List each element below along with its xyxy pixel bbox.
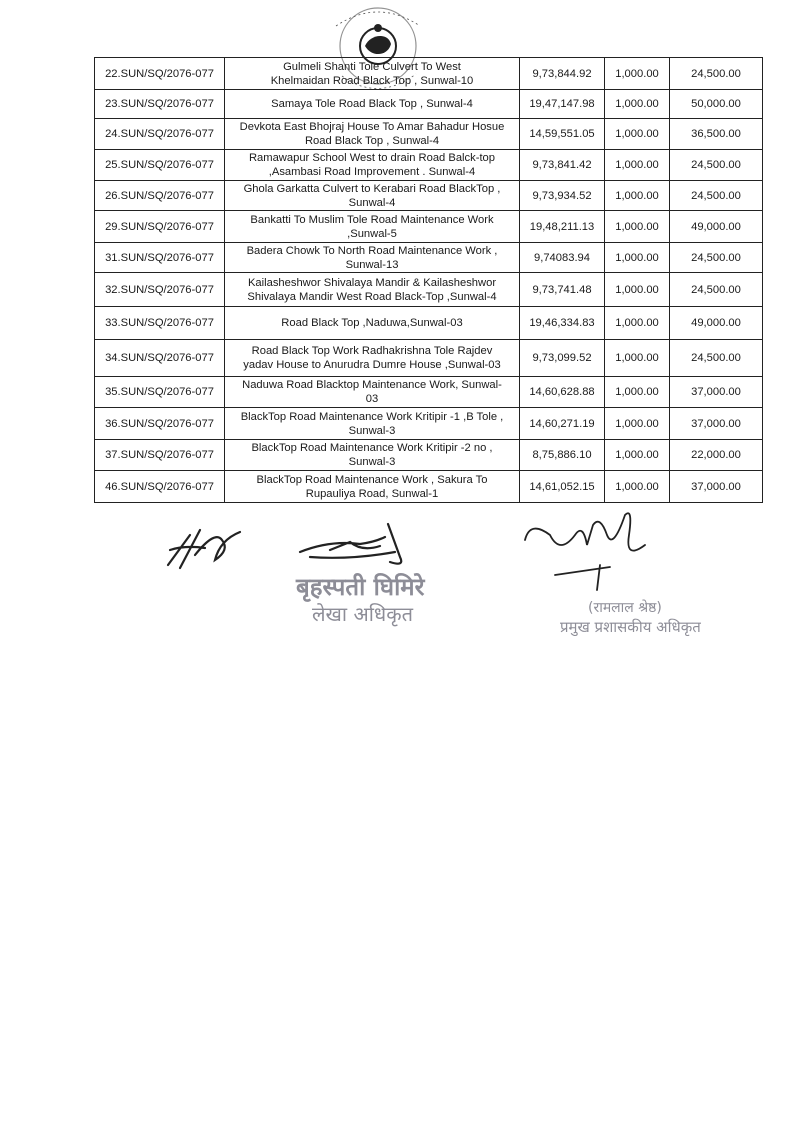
reference-number: 32.SUN/SQ/2076-077: [95, 273, 225, 307]
bid-security: 24,500.00: [670, 150, 763, 181]
estimated-amount: 14,59,551.05: [520, 119, 605, 150]
form-fee: 1,000.00: [605, 150, 670, 181]
bid-security: 36,500.00: [670, 119, 763, 150]
reference-number: 24.SUN/SQ/2076-077: [95, 119, 225, 150]
estimated-amount: 14,60,628.88: [520, 377, 605, 408]
description-line: Bankatti To Muslim Tole Road Maintenance Work: [250, 213, 494, 226]
form-fee: 1,000.00: [605, 273, 670, 307]
work-description: [225, 471, 520, 503]
bid-security: 49,000.00: [670, 307, 763, 340]
form-fee: 1,000.00: [605, 243, 670, 273]
work-description: [225, 150, 520, 181]
table-row: [95, 273, 763, 307]
work-description: [225, 243, 520, 273]
form-fee: 1,000.00: [605, 340, 670, 377]
estimated-amount: 14,60,271.19: [520, 408, 605, 440]
bid-security: 49,000.00: [670, 211, 763, 243]
table-row: [95, 211, 763, 243]
bid-security: 37,000.00: [670, 408, 763, 440]
work-description: [225, 58, 520, 90]
estimated-amount: 19,47,147.98: [520, 90, 605, 119]
description-line: Rupauliya Road, Sunwal-1: [305, 487, 439, 500]
reference-number: 37.SUN/SQ/2076-077: [95, 440, 225, 471]
estimated-amount: 9,73,741.48: [520, 273, 605, 307]
table-row: [95, 243, 763, 273]
works-table: [94, 57, 763, 503]
reference-number: 26.SUN/SQ/2076-077: [95, 181, 225, 211]
description-line: Devkota East Bhojraj House To Amar Bahadur Hosue: [239, 121, 505, 133]
bid-security: 37,000.00: [670, 377, 763, 408]
signature-3: [515, 505, 665, 600]
reference-number: 31.SUN/SQ/2076-077: [95, 243, 225, 273]
bid-security: 22,000.00: [670, 440, 763, 471]
table-row: [95, 181, 763, 211]
description-line: Khelmaidan Road Black Top , Sunwal-10: [270, 74, 474, 87]
bid-security: 24,500.00: [670, 181, 763, 211]
estimated-amount: 19,48,211.13: [520, 211, 605, 243]
estimated-amount: 9,74083.94: [520, 243, 605, 273]
signature-1: [160, 510, 250, 580]
description-line: 03: [365, 393, 379, 405]
bid-security: 24,500.00: [670, 340, 763, 377]
estimated-amount: 14,61,052.15: [520, 471, 605, 503]
description-line: Sunwal-3: [348, 456, 396, 468]
bid-security: 24,500.00: [670, 58, 763, 90]
work-description: [225, 211, 520, 243]
work-description: [225, 181, 520, 211]
description-line: Ramawapur School West to drain Road Balck-top: [248, 152, 496, 164]
description-line: Road Black Top , Sunwal-4: [304, 135, 440, 147]
table-row: [95, 58, 763, 90]
accounts-officer-name: बृहस्पती घिमिरे: [296, 573, 425, 601]
table-row: [95, 377, 763, 408]
description-line: ,Asambasi Road Improvement . Sunwal-4: [268, 166, 476, 178]
table-row: [95, 471, 763, 503]
accounts-officer-title: लेखा अधिकृत: [312, 602, 413, 626]
table-row: [95, 307, 763, 340]
description-line: yadav House to Anurudra Dumre House ,Sunwal-03: [243, 359, 501, 371]
form-fee: 1,000.00: [605, 58, 670, 90]
description-line: Badera Chowk To North Road Maintenance Work ,: [246, 244, 498, 257]
work-description: [225, 119, 520, 150]
form-fee: 1,000.00: [605, 408, 670, 440]
form-fee: 1,000.00: [605, 471, 670, 503]
signature-2: [290, 512, 420, 572]
reference-number: 36.SUN/SQ/2076-077: [95, 408, 225, 440]
form-fee: 1,000.00: [605, 307, 670, 340]
description-line: Naduwa Road Blacktop Maintenance Work, Sunwal-: [242, 379, 502, 391]
estimated-amount: 9,73,934.52: [520, 181, 605, 211]
description-line: Kailasheshwor Shivalaya Mandir & Kailasheshwor: [247, 276, 497, 289]
work-description: [225, 307, 520, 340]
estimated-amount: 9,73,841.42: [520, 150, 605, 181]
description-line: Sunwal-3: [348, 424, 396, 437]
description-line: Sunwal-4: [348, 196, 396, 209]
bid-security: 24,500.00: [670, 243, 763, 273]
form-fee: 1,000.00: [605, 90, 670, 119]
form-fee: 1,000.00: [605, 211, 670, 243]
description-line: Ghola Garkatta Culvert to Kerabari Road BlackTop ,: [243, 182, 501, 195]
reference-number: 23.SUN/SQ/2076-077: [95, 90, 225, 119]
work-description: [225, 408, 520, 440]
description-line: ,Sunwal-5: [347, 227, 397, 240]
reference-number: 46.SUN/SQ/2076-077: [95, 471, 225, 503]
form-fee: 1,000.00: [605, 377, 670, 408]
work-description: [225, 377, 520, 408]
work-description: [225, 273, 520, 307]
form-fee: 1,000.00: [605, 181, 670, 211]
description-line: BlackTop Road Maintenance Work , Sakura To: [256, 473, 488, 486]
description-line: Samaya Tole Road Black Top , Sunwal-4: [271, 98, 473, 110]
cao-name: (रामलाल श्रेष्ठ): [588, 600, 662, 616]
description-line: Road Black Top ,Naduwa,Sunwal-03: [281, 317, 463, 329]
description-line: Shivalaya Mandir West Road Black-Top ,Sunwal-4: [247, 290, 497, 303]
bid-security: 50,000.00: [670, 90, 763, 119]
estimated-amount: 19,46,334.83: [520, 307, 605, 340]
description-line: Road Black Top Work Radhakrishna Tole Rajdev: [251, 345, 493, 357]
estimated-amount: 9,73,844.92: [520, 58, 605, 90]
description-line: BlackTop Road Maintenance Work Kritipir -1 ,B Tole ,: [240, 410, 504, 423]
table-row: [95, 90, 763, 119]
table-row: [95, 408, 763, 440]
description-line: Sunwal-13: [345, 258, 399, 271]
reference-number: 33.SUN/SQ/2076-077: [95, 307, 225, 340]
bid-security: 24,500.00: [670, 273, 763, 307]
work-description: [225, 440, 520, 471]
reference-number: 35.SUN/SQ/2076-077: [95, 377, 225, 408]
table-row: [95, 150, 763, 181]
form-fee: 1,000.00: [605, 440, 670, 471]
table-row: [95, 440, 763, 471]
description-line: BlackTop Road Maintenance Work Kritipir -2 no ,: [251, 442, 493, 454]
bid-security: 37,000.00: [670, 471, 763, 503]
estimated-amount: 9,73,099.52: [520, 340, 605, 377]
table-row: [95, 340, 763, 377]
reference-number: 29.SUN/SQ/2076-077: [95, 211, 225, 243]
table-row: [95, 119, 763, 150]
description-line: Gulmeli Shanti Tole Culvert To West: [283, 60, 461, 73]
form-fee: 1,000.00: [605, 119, 670, 150]
cao-title: प्रमुख प्रशासकीय अधिकृत: [560, 618, 701, 636]
estimated-amount: 8,75,886.10: [520, 440, 605, 471]
reference-number: 34.SUN/SQ/2076-077: [95, 340, 225, 377]
reference-number: 25.SUN/SQ/2076-077: [95, 150, 225, 181]
work-description: [225, 340, 520, 377]
reference-number: 22.SUN/SQ/2076-077: [95, 58, 225, 90]
work-description: [225, 90, 520, 119]
